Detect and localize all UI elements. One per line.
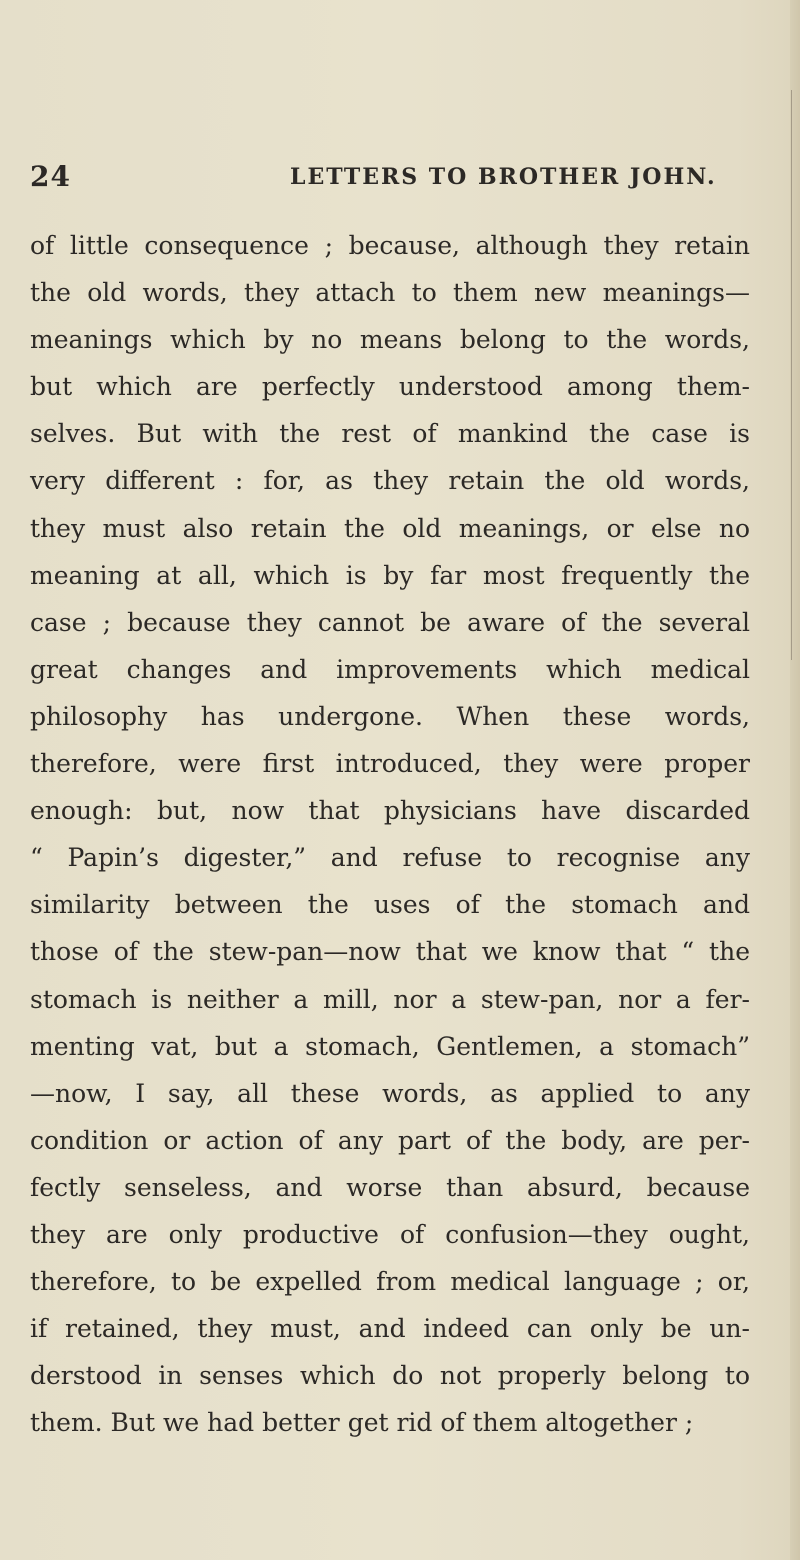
text-line: “ Papin’s digester,” and refuse to recognise any xyxy=(30,843,750,873)
text-line: they must also retain the old meanings, or else no xyxy=(30,513,750,543)
text-line: but which are perfectly understood among them- xyxy=(30,372,750,402)
text-line: meaning at all, which is by far most frequently the xyxy=(30,560,750,590)
text-line: enough: but, now that physicians have discarded xyxy=(30,796,750,826)
text-line: therefore, were first introduced, they were proper xyxy=(30,749,750,779)
text-line: therefore, to be expelled from medical language ; or, xyxy=(30,1267,750,1297)
running-head: LETTERS TO BROTHER JOHN. xyxy=(290,164,717,190)
gutter-shadow-line xyxy=(791,90,792,660)
text-line: philosophy has undergone. When these words, xyxy=(30,701,750,731)
text-line: of little consequence ; because, although they retain xyxy=(30,231,750,260)
text-line: meanings which by no means belong to the words, xyxy=(30,325,750,355)
text-line: them. But we had better get rid of them altogether ; xyxy=(30,1408,694,1438)
page-header xyxy=(30,160,750,200)
text-line: stomach is neither a mill, nor a stew-pan, nor a fer- xyxy=(30,984,750,1014)
text-line: if retained, they must, and indeed can only be un- xyxy=(30,1314,750,1344)
text-line: menting vat, but a stomach, Gentlemen, a stomach” xyxy=(30,1031,750,1061)
text-line: similarity between the uses of the stomach and xyxy=(30,890,750,920)
text-line: they are only productive of confusion—they ought, xyxy=(30,1219,750,1249)
text-line: those of the stew-pan—now that we know that “ the xyxy=(30,937,750,967)
text-line: case ; because they cannot be aware of the several xyxy=(30,607,750,637)
text-line: very different : for, as they retain the old words, xyxy=(30,466,750,496)
text-line: condition or action of any part of the body, are per- xyxy=(30,1125,750,1155)
text-line: the old words, they attach to them new meanings— xyxy=(30,278,750,308)
text-line: derstood in senses which do not properly belong to xyxy=(30,1361,750,1391)
text-line: —now, I say, all these words, as applied to any xyxy=(30,1078,750,1108)
body-text xyxy=(30,222,750,1446)
text-line: selves. But with the rest of mankind the case is xyxy=(30,419,750,449)
page-number: 24 xyxy=(30,160,71,193)
text-line: great changes and improvements which medical xyxy=(30,654,750,684)
text-line: fectly senseless, and worse than absurd, because xyxy=(30,1172,750,1202)
